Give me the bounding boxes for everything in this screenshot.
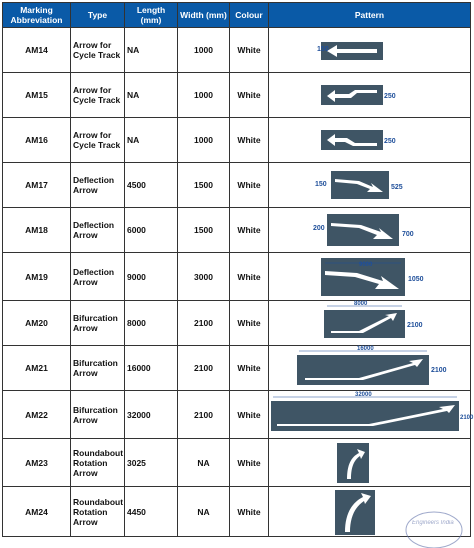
header-row — [3, 3, 471, 28]
pattern-am20 — [269, 301, 471, 346]
header-pattern: Pattern — [269, 3, 471, 28]
cell-length: 8000 — [125, 301, 178, 346]
cell-abbr: AM20 — [3, 301, 71, 346]
cell-abbr: AM14 — [3, 28, 71, 73]
cell-length: 4450 — [125, 487, 178, 537]
cell-colour: White — [230, 346, 269, 391]
cell-width: 1500 — [178, 208, 230, 253]
header-colour: Colour — [230, 3, 269, 28]
pattern-am15 — [269, 73, 471, 118]
cell-type: Arrow for Cycle Track — [71, 28, 125, 73]
svg-text:Engineers India: Engineers India — [412, 520, 454, 526]
cell-width: 1000 — [178, 73, 230, 118]
cell-colour: White — [230, 208, 269, 253]
cell-type: Roundabout Rotation Arrow — [71, 439, 125, 487]
dim-label: 1050 — [408, 276, 424, 283]
dim-label: 525 — [391, 184, 403, 191]
dim-label: 250 — [384, 138, 396, 145]
cell-length: 32000 — [125, 391, 178, 439]
table-row — [3, 118, 471, 163]
pattern-am18-drawing — [269, 208, 471, 253]
table-row — [3, 73, 471, 118]
cell-colour: White — [230, 439, 269, 487]
pattern-am22 — [269, 391, 474, 439]
cell-length: 16000 — [125, 346, 178, 391]
cell-type: Bifurcation Arrow — [71, 346, 125, 391]
table-row — [3, 253, 471, 301]
cell-abbr: AM19 — [3, 253, 71, 301]
cell-width: 1500 — [178, 163, 230, 208]
cell-colour: White — [230, 163, 269, 208]
cell-colour: White — [230, 391, 269, 439]
cell-colour: White — [230, 28, 269, 73]
pattern-am22-drawing — [269, 391, 474, 439]
cell-colour: White — [230, 118, 269, 163]
dim-label: 200 — [313, 225, 325, 232]
header-abbr: Marking Abbreviation — [3, 3, 71, 28]
dim-label: 9000 — [359, 262, 373, 268]
header-length: Length (mm) — [125, 3, 178, 28]
cell-width: 2100 — [178, 391, 230, 439]
cell-abbr: AM23 — [3, 439, 71, 487]
pattern-am15-drawing — [269, 73, 471, 118]
cell-length: NA — [125, 118, 178, 163]
cell-colour: White — [230, 253, 269, 301]
cell-type: Arrow for Cycle Track — [71, 118, 125, 163]
dim-label: 8000 — [354, 301, 368, 307]
pattern-am19-drawing — [269, 253, 471, 301]
table-row — [3, 28, 471, 73]
table-row — [3, 301, 471, 346]
cell-width: 2100 — [178, 346, 230, 391]
dim-label: 2100 — [460, 415, 474, 421]
cell-width: 3000 — [178, 253, 230, 301]
cell-abbr: AM21 — [3, 346, 71, 391]
dim-label: 16000 — [357, 346, 374, 352]
cell-type: Deflection Arrow — [71, 163, 125, 208]
pattern-am17-drawing — [269, 163, 471, 208]
pattern-am14 — [269, 28, 471, 73]
cell-abbr: AM22 — [3, 391, 71, 439]
cell-colour: White — [230, 73, 269, 118]
cell-abbr: AM16 — [3, 118, 71, 163]
pattern-am18 — [269, 208, 471, 253]
dim-label: 2100 — [431, 367, 447, 374]
cell-abbr: AM17 — [3, 163, 71, 208]
cell-abbr: AM15 — [3, 73, 71, 118]
cell-width: NA — [178, 439, 230, 487]
marking-panel — [327, 214, 399, 246]
cell-length: NA — [125, 73, 178, 118]
header-width: Width (mm) — [178, 3, 230, 28]
pattern-am19 — [269, 253, 471, 301]
pattern-am17 — [269, 163, 471, 208]
cell-type: Deflection Arrow — [71, 208, 125, 253]
cell-width: NA — [178, 487, 230, 537]
cell-length: 6000 — [125, 208, 178, 253]
table-row — [3, 439, 471, 487]
cell-length: 4500 — [125, 163, 178, 208]
company-seal — [402, 508, 466, 548]
table-row — [3, 487, 471, 537]
header-type: Type — [71, 3, 125, 28]
pattern-am16-drawing — [269, 118, 471, 163]
pattern-am14-drawing — [269, 28, 471, 73]
table-row — [3, 163, 471, 208]
cell-type: Bifurcation Arrow — [71, 301, 125, 346]
pattern-am21 — [269, 346, 471, 391]
marking-panel — [271, 401, 459, 431]
table-row — [3, 346, 471, 391]
cell-colour: White — [230, 301, 269, 346]
pattern-am16 — [269, 118, 471, 163]
cell-type: Arrow for Cycle Track — [71, 73, 125, 118]
pattern-am23 — [269, 439, 471, 487]
dim-label: 2100 — [407, 322, 423, 329]
cell-type: Bifurcation Arrow — [71, 391, 125, 439]
table-row — [3, 208, 471, 253]
dim-label: 32000 — [355, 392, 372, 398]
cell-abbr: AM24 — [3, 487, 71, 537]
cell-length: 3025 — [125, 439, 178, 487]
cell-colour: White — [230, 487, 269, 537]
pattern-am20-drawing — [269, 301, 471, 346]
dim-label: 150 — [317, 46, 329, 53]
pattern-am21-drawing — [269, 346, 471, 391]
cell-length: 9000 — [125, 253, 178, 301]
table-row — [3, 391, 471, 439]
dim-label: 150 — [315, 181, 327, 188]
cell-width: 2100 — [178, 301, 230, 346]
marking-panel — [297, 355, 429, 385]
cell-type: Deflection Arrow — [71, 253, 125, 301]
pattern-am23-drawing — [269, 439, 471, 487]
dim-label: 250 — [384, 93, 396, 100]
cell-width: 1000 — [178, 118, 230, 163]
marking-table — [2, 2, 474, 537]
cell-type: Roundabout Rotation Arrow — [71, 487, 125, 537]
cell-length: NA — [125, 28, 178, 73]
cell-width: 1000 — [178, 28, 230, 73]
dim-label: 700 — [402, 231, 414, 238]
cell-abbr: AM18 — [3, 208, 71, 253]
